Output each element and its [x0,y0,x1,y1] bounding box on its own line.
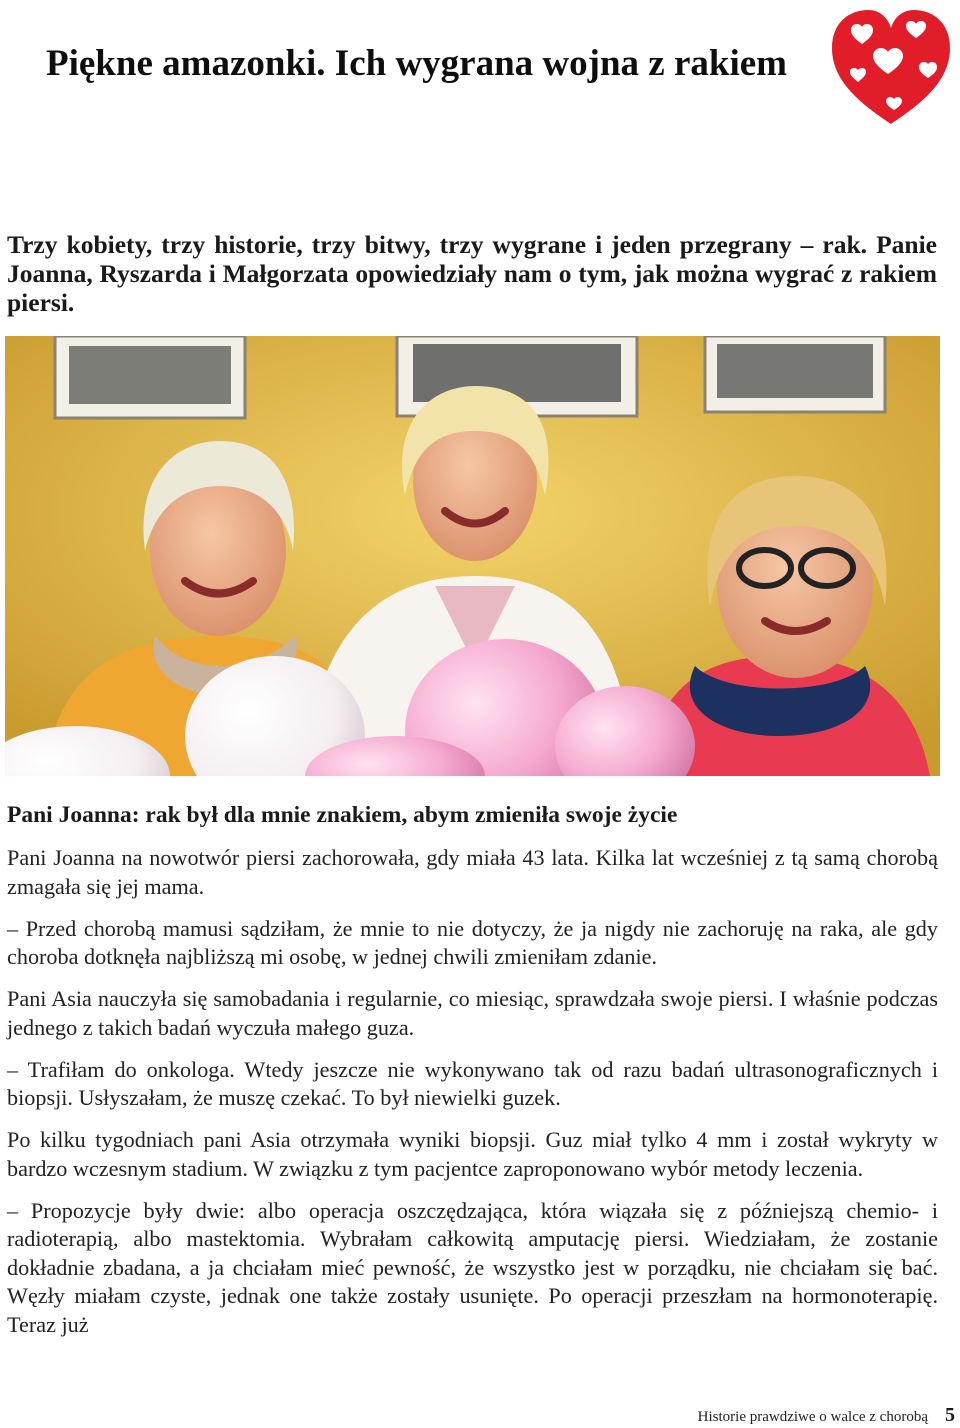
body-paragraph: – Propozycje były dwie: albo operacja oszczędzająca, która wiązała się z późniejszą chemio- i radioterapią, albo mastektomia. Wybrałam całkowitą amputację piersi. Wiedziałam, że zostanie dokładnie zbadana, a ja chciałam mieć pewność, że wszystko jest w porządku, nie chciałam się bać. Węzły miałam czyste, jednak one także zostały usunięte. Po operacji przeszłam na hormonoterapię. Teraz już [7,1197,938,1337]
article-body [7,844,938,1353]
article-title: Piękne amazonki. Ich wygrana wojna z rakiem [46,43,787,84]
section-heading: Pani Joanna: rak był dla mnie znakiem, abym zmieniła swoje życie [7,802,678,828]
hearts-logo-icon [828,4,954,128]
body-paragraph: Po kilku tygodniach pani Asia otrzymała wyniki biopsji. Guz miał tylko 4 mm i został wykryty w bardzo wczesnym stadium. W związku z tym pacjentce zaproponowano wybór metody leczenia. [7,1127,938,1181]
body-paragraph: – Trafiłam do onkologa. Wtedy jeszcze nie wykonywano tak od razu badań ultrasonograficznych i biopsji. Usłyszałam, że muszę czekać. To był niewielki guzek. [7,1056,938,1110]
body-paragraph: Pani Joanna na nowotwór piersi zachorowała, gdy miała 43 lata. Kilka lat wcześniej z tą samą chorobą zmagała się jej mama. [7,845,938,899]
article-photo [5,336,940,776]
footer-running-title: Historie prawdziwe o walce z chorobą [697,1409,928,1425]
body-paragraph: – Przed chorobą mamusi sądziłam, że mnie to nie dotyczy, że ja nigdy nie zachoruję na raka, ale gdy choroba dotknęła najbliższą mi osobę, w jednej chwili zmieniłam zdanie. [7,915,938,969]
body-paragraph: Pani Asia nauczyła się samobadania i regularnie, co miesiąc, sprawdzała swoje piersi. I właśnie podczas jednego z takich badań wyczuła małego guza. [7,986,938,1040]
lead-paragraph: Trzy kobiety, trzy historie, trzy bitwy, trzy wygrane i jeden przegrany – rak. Panie Joanna, Ryszarda i Małgorzata opowiedziały nam o tym, jak można wygrać z rakiem piersi. [7,230,937,317]
page-number: 5 [945,1404,955,1426]
photo-three-women [5,336,940,776]
